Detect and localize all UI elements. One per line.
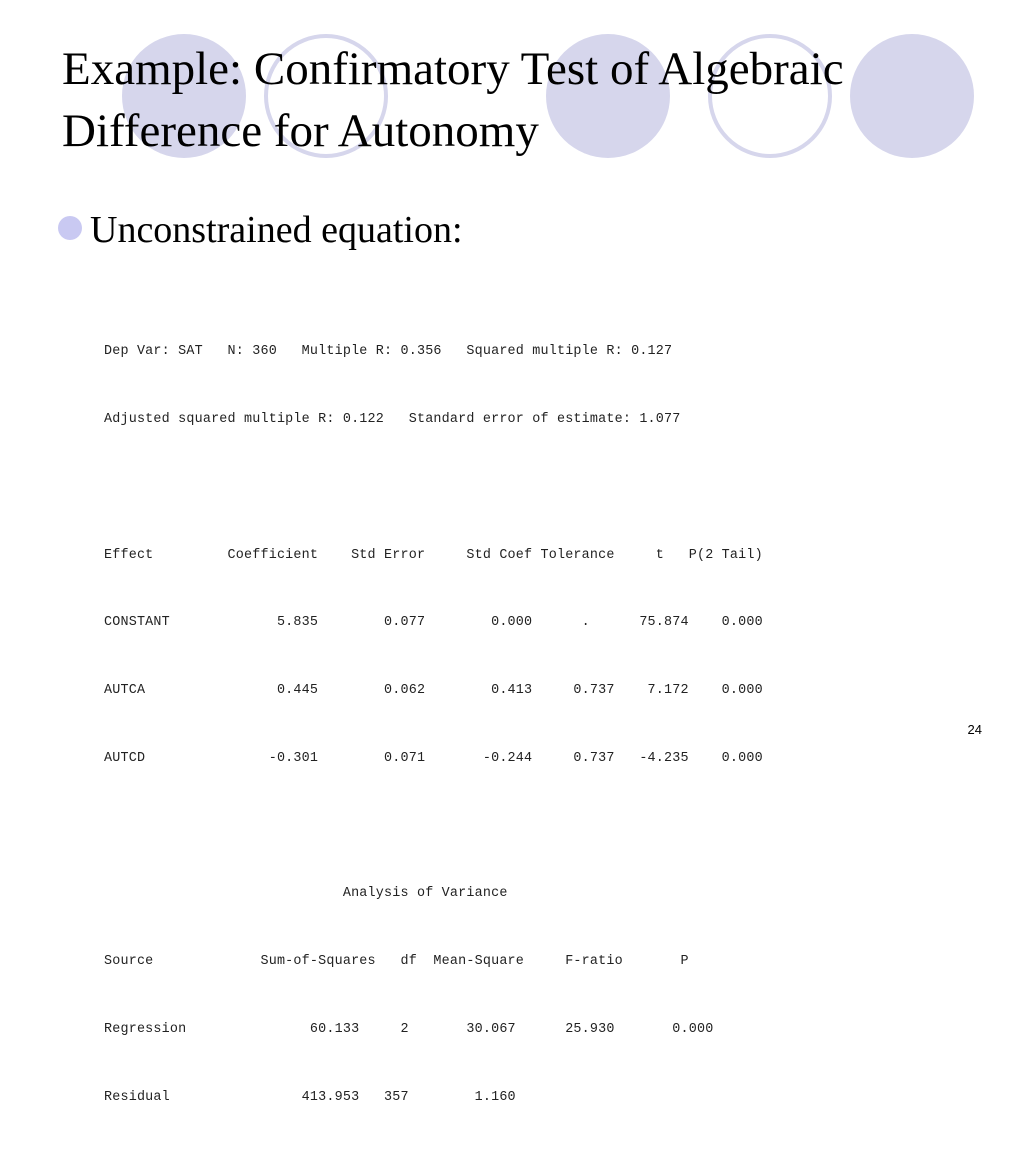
anova-header: Source Sum-of-Squares df Mean-Square F-ratio P [104, 954, 689, 970]
regression-output [104, 296, 763, 1155]
output-header-line: Adjusted squared multiple R: 0.122 Standard error of estimate: 1.077 [104, 411, 681, 427]
page-number: 24 [967, 722, 982, 737]
slide-title-line-1: Example: Confirmatory Test of Algebraic [62, 43, 844, 95]
bullet-text: Unconstrained equation: [90, 209, 463, 251]
blank-line [104, 816, 763, 839]
coef-table-header: Effect Coefficient Std Error Std Coef Tolerance t P(2 Tail) [104, 547, 763, 563]
slide-title [62, 38, 1002, 162]
anova-row: Residual 413.953 357 1.160 [104, 1089, 516, 1105]
anova-row: Regression 60.133 2 30.067 25.930 0.000 [104, 1022, 714, 1037]
bullet-icon [58, 216, 82, 240]
anova-title: Analysis of Variance [104, 886, 508, 902]
slide-title-line-2: Difference for Autonomy [62, 105, 539, 157]
coef-table-row: AUTCA 0.445 0.062 0.413 0.737 7.172 0.000 [104, 683, 763, 699]
output-header-line: Dep Var: SAT N: 360 Multiple R: 0.356 Squared multiple R: 0.127 [104, 344, 673, 360]
bullet-item [58, 206, 463, 254]
coef-table-row: CONSTANT 5.835 0.077 0.000 . 75.874 0.000 [104, 615, 763, 631]
blank-line [104, 477, 763, 500]
coef-table-row: AUTCD -0.301 0.071 -0.244 0.737 -4.235 0.000 [104, 750, 763, 766]
